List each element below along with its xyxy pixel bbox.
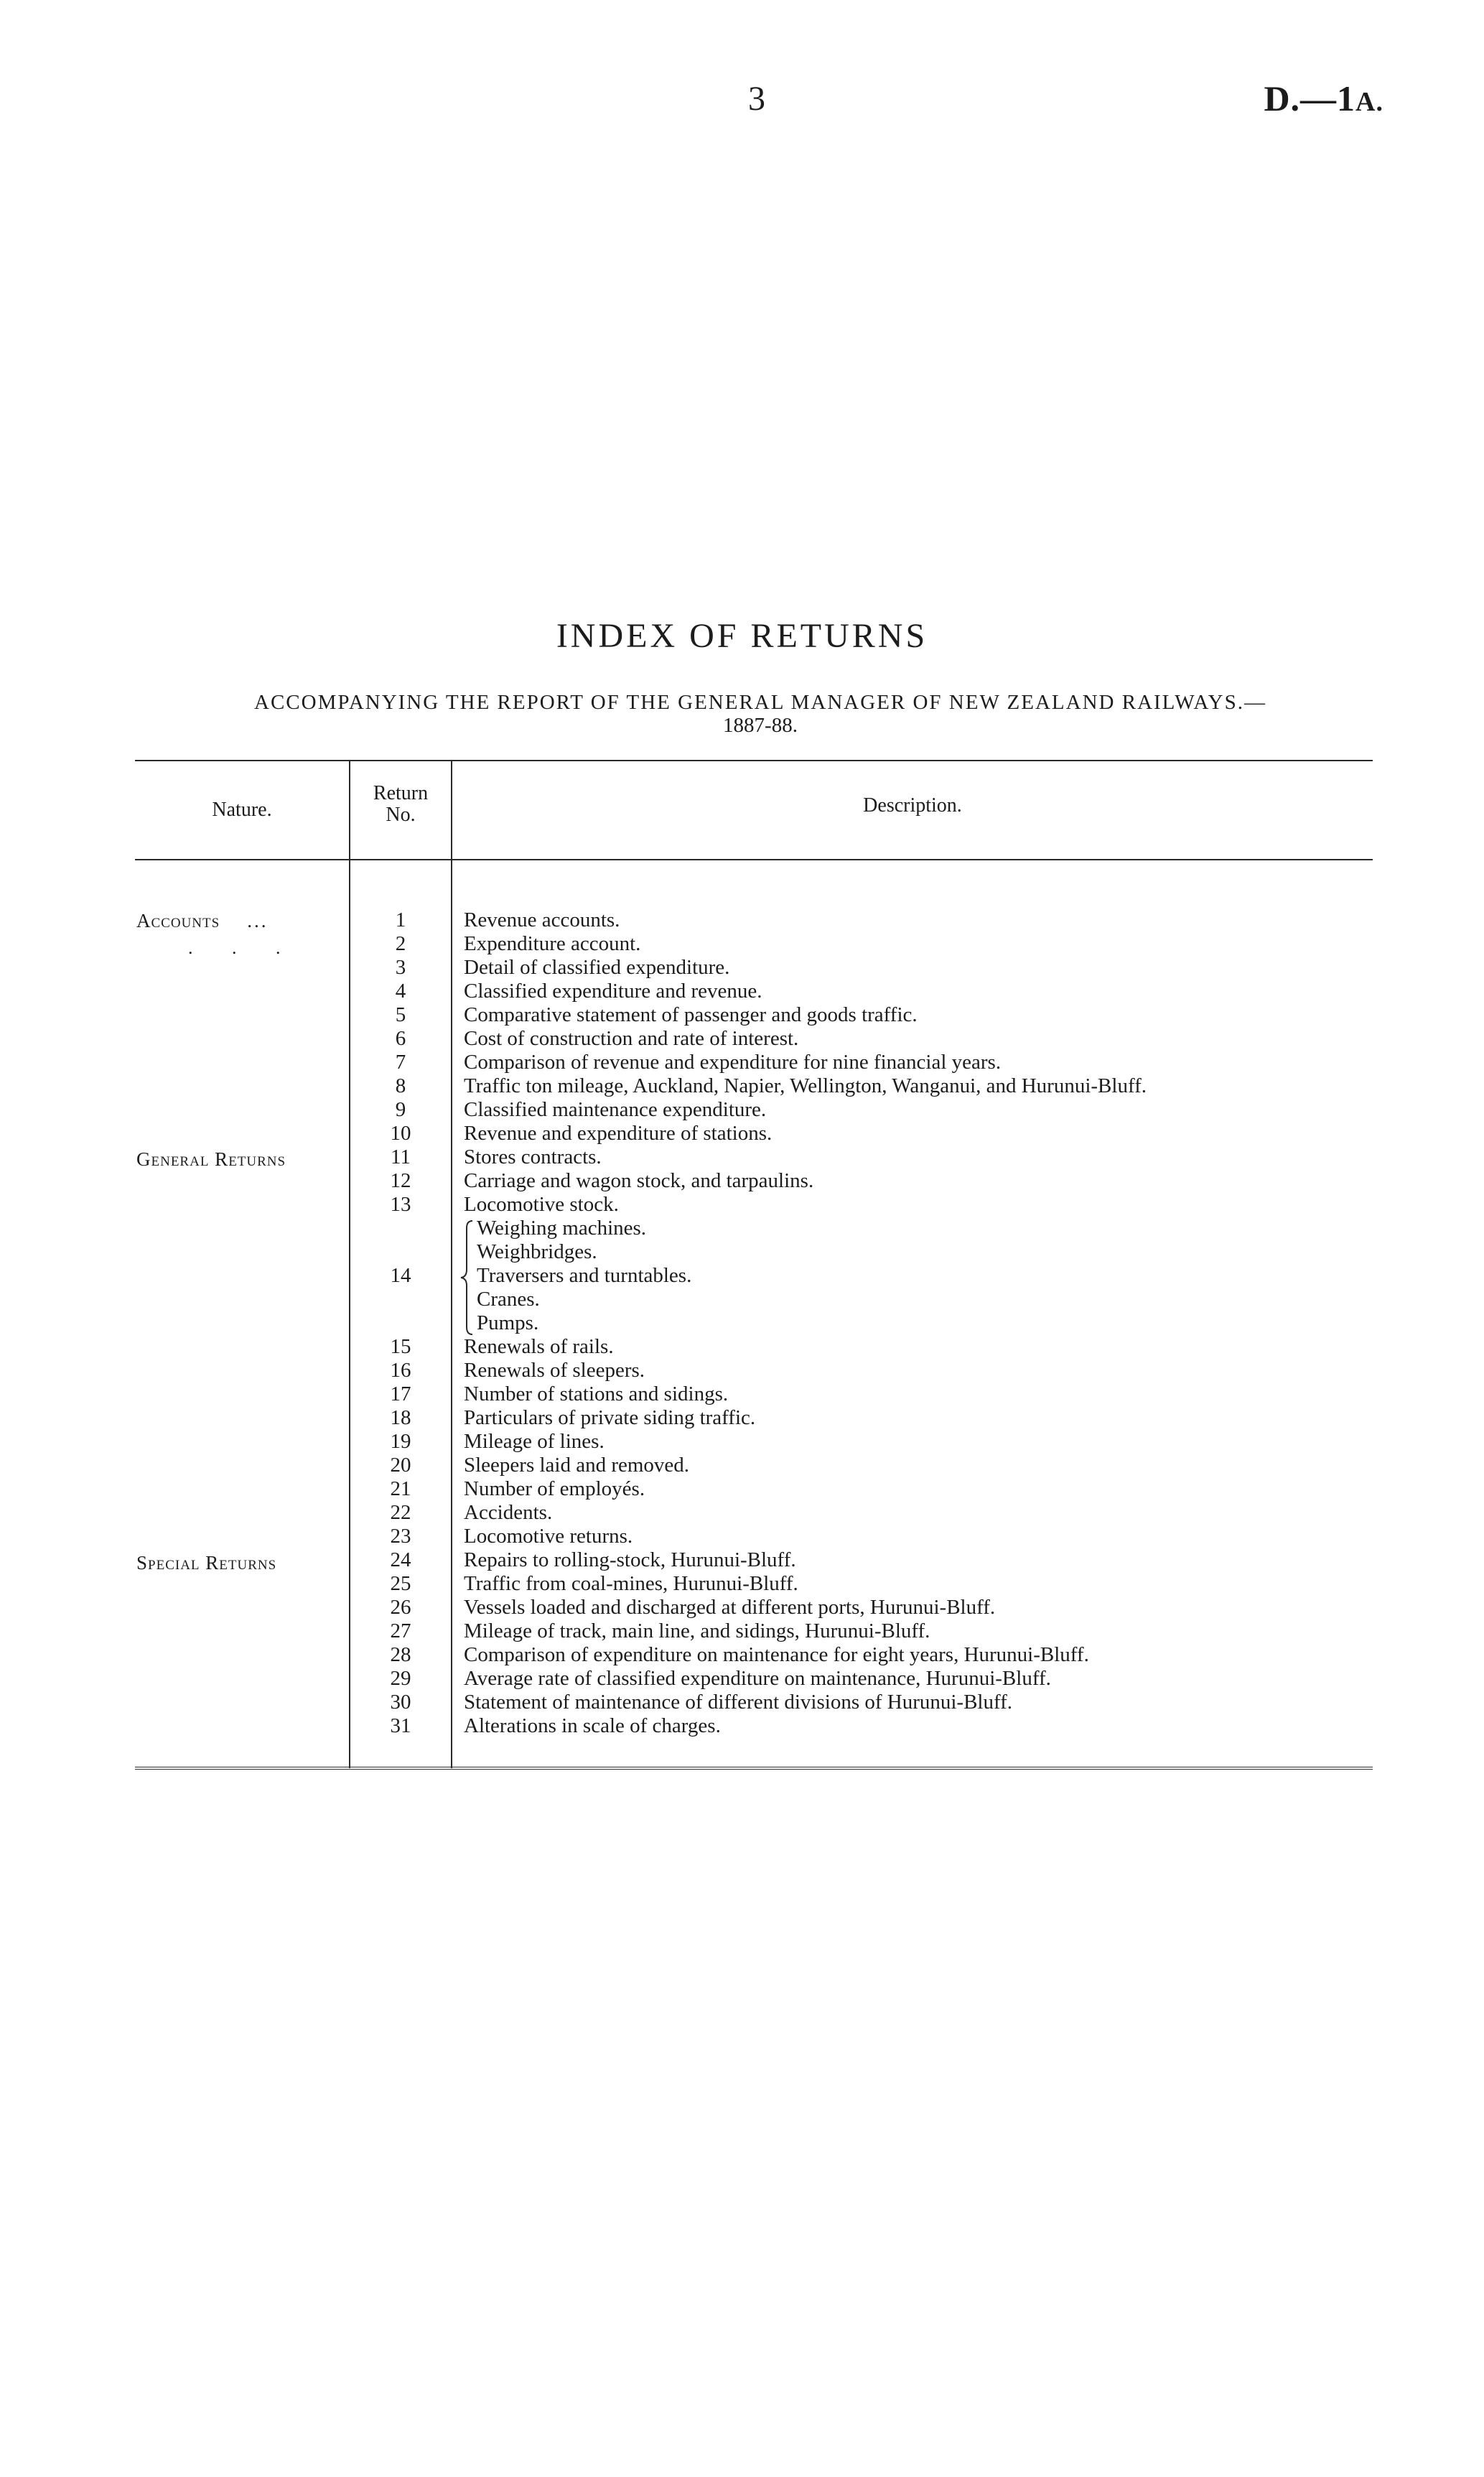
return-number: 31	[390, 1714, 411, 1737]
page-title: INDEX OF RETURNS	[556, 617, 928, 655]
description-item: Traffic from coal-mines, Hurunui-Bluff.	[464, 1572, 798, 1595]
description-item: Classified maintenance expenditure.	[464, 1098, 767, 1121]
return-number: 4	[395, 980, 406, 1003]
return-number: 13	[390, 1193, 411, 1216]
return-number: 20	[390, 1454, 411, 1477]
return-number: 16	[390, 1359, 411, 1382]
description-item: Stores contracts.	[464, 1145, 602, 1168]
description-item: Vessels loaded and discharged at different ports, Hurunui-Bluff.	[464, 1596, 996, 1619]
return-number: 23	[390, 1525, 411, 1548]
document-reference-main: D.—1	[1264, 78, 1356, 118]
nature-accounts-label: Accounts	[136, 910, 220, 931]
return-number: 28	[390, 1643, 411, 1666]
return-number: 25	[390, 1572, 411, 1595]
return-number: 5	[395, 1003, 406, 1026]
description-item: Alterations in scale of charges.	[464, 1714, 721, 1737]
nature-accounts-leader-dots: ...	[247, 910, 269, 931]
nature-special-returns: Special Returns	[136, 1552, 277, 1574]
description-item: Statement of maintenance of different divisions of Hurunui-Bluff.	[464, 1691, 1013, 1714]
return-number: 30	[390, 1691, 411, 1714]
return-number: 18	[390, 1406, 411, 1429]
column-header-return-no-line2: No.	[386, 804, 416, 826]
description-column	[464, 908, 1361, 1738]
return-number: 2	[395, 932, 406, 955]
description-item: Mileage of lines.	[464, 1430, 605, 1453]
return-number: 1	[395, 908, 406, 931]
return-number	[352, 1217, 449, 1240]
table-top-rule	[135, 760, 1373, 761]
description-item: Comparison of revenue and expenditure for nine financial years.	[464, 1051, 1002, 1074]
table-divider-right	[451, 760, 452, 1768]
return-number: 10	[390, 1122, 411, 1145]
description-item: Expenditure account.	[464, 932, 641, 955]
return-number	[352, 1288, 449, 1311]
return-number: 6	[395, 1027, 406, 1050]
column-header-return-no-line1: Return	[373, 782, 429, 804]
return-number: 26	[390, 1596, 411, 1619]
table-header-rule	[135, 859, 1373, 860]
return-number: 9	[395, 1098, 406, 1121]
description-item: Weighbridges.	[477, 1240, 597, 1263]
description-item: Particulars of private siding traffic.	[464, 1406, 756, 1429]
return-number: 27	[390, 1619, 411, 1642]
description-item: Weighing machines.	[477, 1217, 647, 1240]
column-header-return-no	[350, 783, 451, 826]
document-reference-suffix: A.	[1355, 87, 1383, 117]
description-item: Cranes.	[477, 1288, 540, 1311]
nature-general-returns: General Returns	[136, 1148, 286, 1170]
description-item: Repairs to rolling-stock, Hurunui-Bluff.	[464, 1548, 796, 1571]
description-item: Traffic ton mileage, Auckland, Napier, Wellington, Wanganui, and Hurunui-Bluff.	[464, 1074, 1147, 1097]
return-number	[352, 1311, 449, 1335]
stray-dots: . . .	[188, 937, 298, 958]
return-number: 15	[390, 1335, 411, 1358]
description-item: Classified expenditure and revenue.	[464, 980, 762, 1003]
description-item: Locomotive returns.	[464, 1525, 633, 1548]
description-item: Sleepers laid and removed.	[464, 1454, 690, 1477]
return-number: 17	[390, 1382, 411, 1405]
return-number: 24	[390, 1548, 411, 1571]
description-item: Traversers and turntables.	[477, 1264, 692, 1287]
nature-accounts	[136, 910, 268, 932]
description-item: Comparative statement of passenger and goods traffic.	[464, 1003, 918, 1026]
return-number: 22	[390, 1501, 411, 1524]
return-number: 29	[390, 1667, 411, 1690]
return-number-column	[352, 908, 449, 1738]
return-number: 14	[390, 1264, 411, 1287]
return-number: 3	[395, 956, 406, 979]
return-number: 12	[390, 1169, 411, 1192]
column-header-nature: Nature.	[212, 799, 272, 821]
description-item: Number of stations and sidings.	[464, 1382, 729, 1405]
column-header-description: Description.	[863, 794, 962, 817]
description-item: Locomotive stock.	[464, 1193, 619, 1216]
return-number: 11	[391, 1145, 411, 1168]
table-bottom-rule	[135, 1767, 1373, 1772]
description-item: Accidents.	[464, 1501, 553, 1524]
page-subtitle: ACCOMPANYING THE REPORT OF THE GENERAL MANAGER OF NEW ZEALAND RAILWAYS.—	[254, 691, 1266, 714]
description-item: Revenue accounts.	[464, 908, 620, 931]
description-item: Renewals of rails.	[464, 1335, 614, 1358]
description-item: Renewals of sleepers.	[464, 1359, 645, 1382]
document-reference	[1264, 78, 1383, 119]
description-item: Comparison of expenditure on maintenance for eight years, Hurunui-Bluff.	[464, 1643, 1089, 1666]
description-item: Carriage and wagon stock, and tarpaulins.	[464, 1169, 814, 1192]
description-item: Number of employés.	[464, 1477, 645, 1500]
description-item: Detail of classified expenditure.	[464, 956, 730, 979]
table-divider-left	[349, 760, 350, 1768]
return-number: 19	[390, 1430, 411, 1453]
report-year: 1887-88.	[723, 714, 798, 737]
return-number: 7	[395, 1051, 406, 1074]
description-item: Mileage of track, main line, and sidings, Hurunui-Bluff.	[464, 1619, 930, 1642]
page-number: 3	[748, 80, 765, 118]
description-item: Pumps.	[477, 1311, 539, 1334]
return-number: 8	[395, 1074, 406, 1097]
return-number: 21	[390, 1477, 411, 1500]
description-item: Revenue and expenditure of stations.	[464, 1122, 773, 1145]
description-item: Cost of construction and rate of interest.	[464, 1027, 799, 1050]
return-number	[352, 1240, 449, 1264]
description-item: Average rate of classified expenditure on maintenance, Hurunui-Bluff.	[464, 1667, 1051, 1690]
